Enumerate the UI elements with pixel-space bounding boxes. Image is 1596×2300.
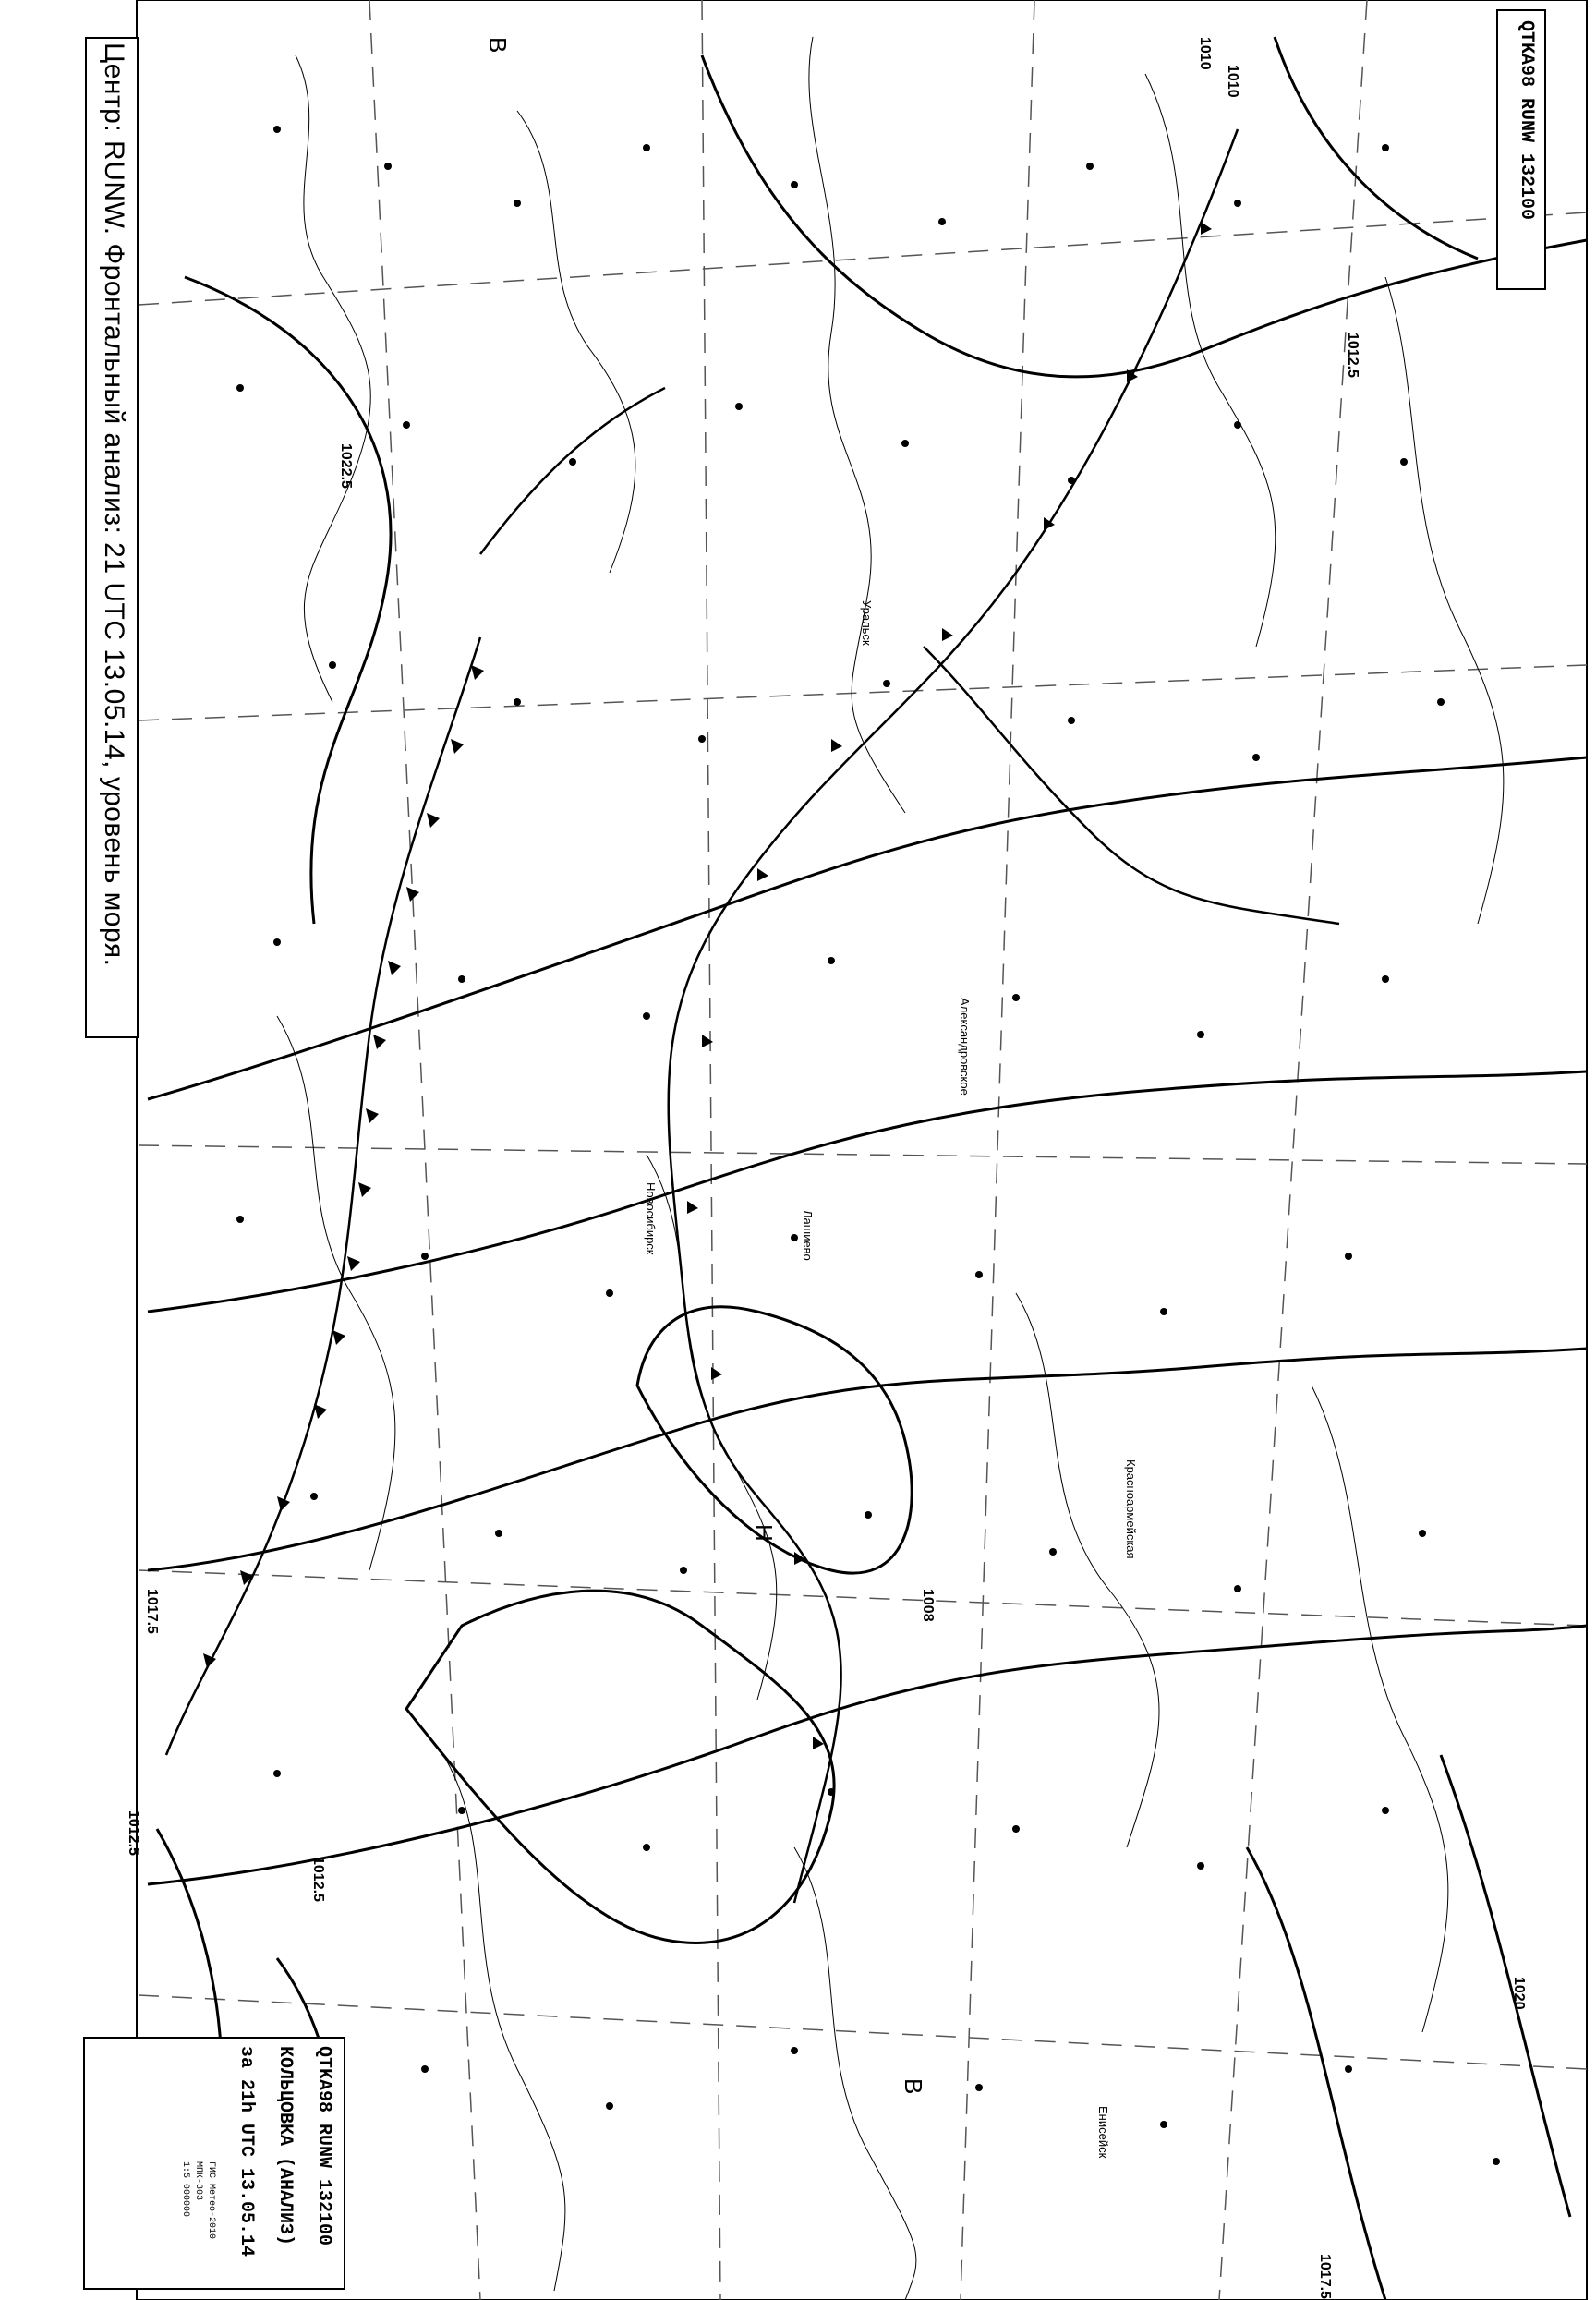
isobar-label: 1012.5	[310, 1857, 326, 1902]
station-name: Уральск	[860, 600, 874, 646]
station-name: Красноармейская	[1124, 1459, 1138, 1559]
high-center-label: В	[484, 37, 512, 54]
isobar-label: 1010	[1197, 37, 1213, 70]
map-title: Центр: RUNW. Фронтальный анализ: 21 UTC 13.05.14, уровень моря.	[99, 42, 129, 967]
low-center-label: Н	[750, 1524, 778, 1542]
isobar-label: 1017.5	[1317, 2254, 1333, 2299]
isobar-label: 1012.5	[126, 1810, 141, 1856]
stamp-line-1: QTKA98 RUNW 132100	[313, 2046, 334, 2246]
isobar-label: 1017.5	[144, 1589, 160, 1634]
station-name: Енисейск	[1096, 2106, 1110, 2159]
stamp-credit-2: МПК-303	[193, 2161, 203, 2201]
isobar-label: 1022.5	[338, 443, 354, 489]
stamp-line-2: КОЛЬЦОВКА (АНАЛИЗ)	[274, 2046, 296, 2246]
isobar-label: 1020	[1511, 1977, 1527, 2010]
header-code: QTKA98 RUNW 132100	[1516, 20, 1537, 221]
station-name: Новосибирск	[644, 1182, 658, 1255]
stamp-line-3: за 21h UTC 13.05.14	[236, 2046, 257, 2258]
isobar-label: 1012.5	[1345, 333, 1360, 378]
station-name: Лашиево	[801, 1210, 815, 1261]
stamp-credit-1: ГИС Метео-2010	[206, 2161, 216, 2240]
station-name: Александровское	[958, 998, 972, 1096]
stamp-scale: 1:5 000000	[180, 2161, 190, 2218]
high-center-label: В	[900, 2078, 927, 2095]
isobar-label: 1010	[1225, 65, 1240, 98]
isobar-label: 1008	[920, 1589, 936, 1622]
